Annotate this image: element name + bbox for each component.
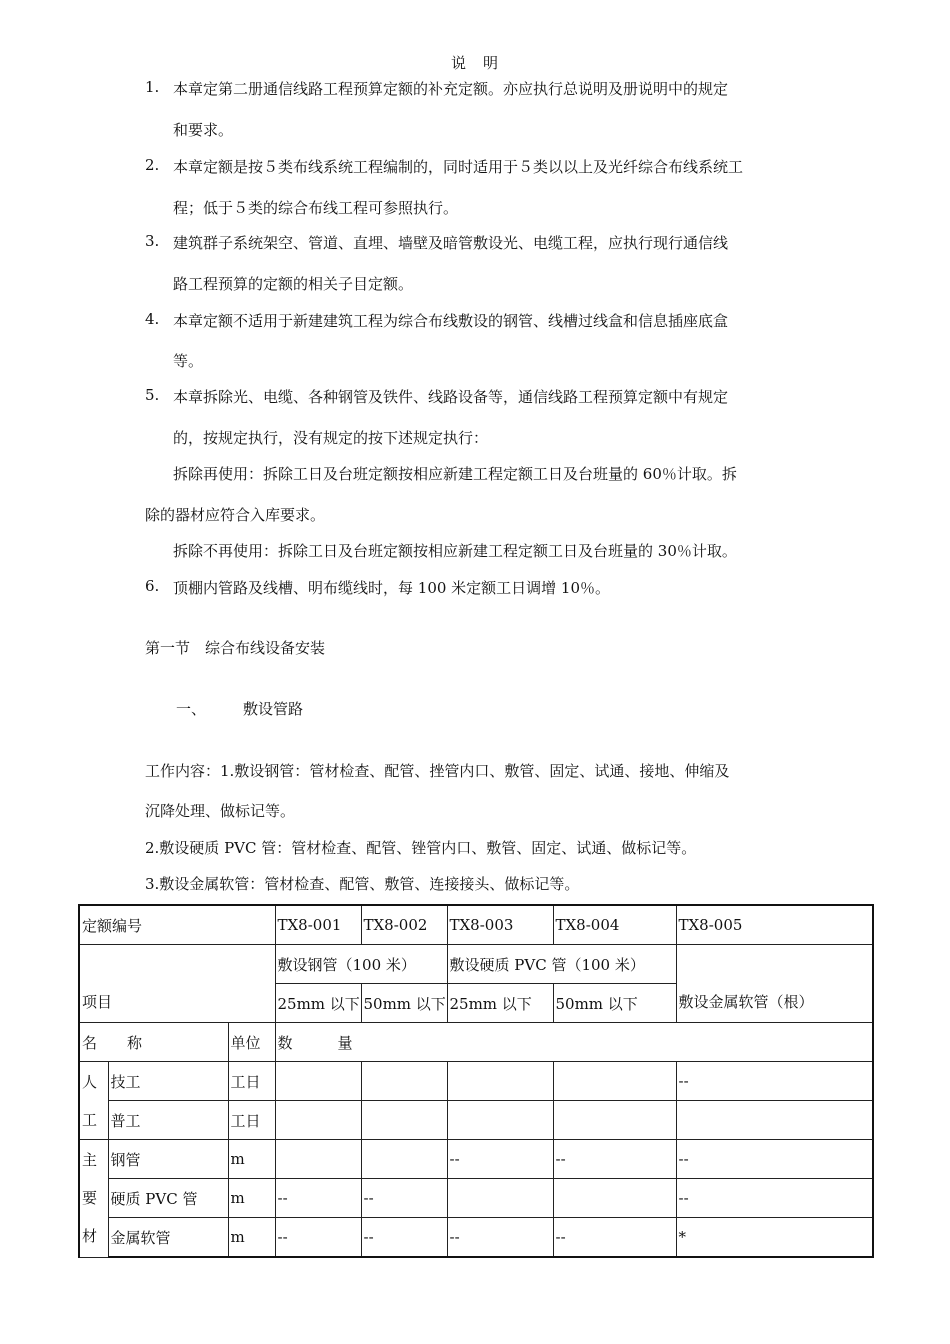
item-text-continued: 路工程预算的定额的相关子目定额。 — [173, 275, 414, 293]
item-number: 4. — [145, 310, 160, 328]
row-unit: 工日 — [228, 1062, 275, 1101]
page-title: 说 明 — [450, 54, 499, 72]
quantity-header: 数 量 — [275, 1023, 873, 1062]
section-heading: 第一节 综合布线设备安装 — [145, 639, 326, 657]
value-cell: -- — [676, 1179, 873, 1218]
flex-header: 敷设金属软管（根） — [676, 945, 873, 1023]
value-cell — [361, 1140, 447, 1179]
value-cell — [553, 1101, 676, 1140]
work-content-line-2: 沉降处理、做标记等。 — [145, 802, 296, 820]
item-number: 2. — [145, 156, 160, 174]
work-content-line-3: 2.敷设硬质 PVC 管：管材检查、配管、锉管内口、敷管、固定、试通、做标记等。 — [145, 839, 697, 857]
row-name: 硬质 PVC 管 — [108, 1179, 228, 1218]
unit-header: 单位 — [228, 1023, 275, 1062]
code-cell: TX8-002 — [361, 905, 447, 945]
value-cell: -- — [447, 1140, 553, 1179]
value-cell — [361, 1062, 447, 1101]
row-name: 技工 — [108, 1062, 228, 1101]
item-text-continued: 和要求。 — [173, 121, 234, 139]
value-cell: -- — [676, 1062, 873, 1101]
group-steel-header: 敷设钢管（100 米） — [275, 945, 447, 984]
value-cell: -- — [447, 1218, 553, 1258]
item-text: 顶棚内管路及线槽、明布缆线时，每 100 米定额工日调增 10％。 — [173, 579, 611, 597]
subsection-title: 敷设管路 — [243, 700, 304, 718]
value-cell: -- — [553, 1218, 676, 1258]
item-text: 本章拆除光、电缆、各种钢管及铁件、线路设备等，通信线路工程预算定额中有规定 — [173, 388, 729, 406]
item-text-continued: 等。 — [173, 352, 204, 370]
labor-category — [79, 1062, 108, 1140]
subsection-number: 一、 — [176, 700, 207, 718]
value-cell: -- — [275, 1179, 361, 1218]
material-category — [79, 1140, 108, 1258]
category-char: 主 — [82, 1151, 98, 1170]
size-header: 50mm 以下 — [553, 984, 676, 1023]
code-cell: TX8-004 — [553, 905, 676, 945]
row-unit: m — [228, 1179, 275, 1218]
size-header: 25mm 以下 — [275, 984, 361, 1023]
value-cell — [447, 1062, 553, 1101]
item-number: 3. — [145, 232, 160, 250]
value-cell — [447, 1179, 553, 1218]
size-header: 25mm 以下 — [447, 984, 553, 1023]
code-cell: TX8-005 — [676, 905, 873, 945]
value-cell: -- — [275, 1218, 361, 1258]
row-name: 钢管 — [108, 1140, 228, 1179]
item-text: 本章定额不适用于新建建筑工程为综合布线敷设的钢管、线槽过线盒和信息插座底盒 — [173, 312, 729, 330]
item-text-continued: 程；低于５类的综合布线工程可参照执行。 — [173, 199, 459, 217]
item-text: 建筑群子系统架空、管道、直埋、墙壁及暗管敷设光、电缆工程，应执行现行通信线 — [173, 234, 729, 252]
category-char: 工 — [82, 1110, 98, 1129]
value-cell — [676, 1101, 873, 1140]
row-unit: m — [228, 1218, 275, 1258]
value-cell — [361, 1101, 447, 1140]
category-char: 材 — [82, 1227, 98, 1246]
noreuse-paragraph: 拆除不再使用：拆除工日及台班定额按相应新建工程定额工日及台班量的 30％计取。 — [173, 542, 737, 560]
value-cell: * — [676, 1218, 873, 1258]
value-cell: -- — [361, 1218, 447, 1258]
row-name: 金属软管 — [108, 1218, 228, 1258]
item-text-continued: 的，按规定执行，没有规定的按下述规定执行： — [173, 429, 489, 447]
quota-table — [78, 904, 874, 1258]
reuse-paragraph: 拆除再使用：拆除工日及台班定额按相应新建工程定额工日及台班量的 60％计取。拆 — [173, 465, 737, 483]
group-pvc-header: 敷设硬质 PVC 管（100 米） — [447, 945, 676, 984]
reuse-paragraph-continued: 除的器材应符合入库要求。 — [145, 506, 326, 524]
item-text: 本章定第二册通信线路工程预算定额的补充定额。亦应执行总说明及册说明中的规定 — [173, 80, 729, 98]
row-unit: m — [228, 1140, 275, 1179]
value-cell: -- — [676, 1140, 873, 1179]
work-content-line-1: 工作内容：1.敷设钢管：管材检查、配管、挫管内口、敷管、固定、试通、接地、伸缩及 — [145, 762, 730, 780]
name-header: 名 称 — [79, 1023, 228, 1062]
code-cell: TX8-003 — [447, 905, 553, 945]
value-cell — [275, 1101, 361, 1140]
value-cell: -- — [361, 1179, 447, 1218]
size-header: 50mm 以下 — [361, 984, 447, 1023]
row-unit: 工日 — [228, 1101, 275, 1140]
item-number: 6. — [145, 577, 160, 595]
row-name: 普工 — [108, 1101, 228, 1140]
value-cell: -- — [553, 1140, 676, 1179]
work-content-line-4: 3.敷设金属软管：管材检查、配管、敷管、连接接头、做标记等。 — [145, 875, 580, 893]
value-cell — [553, 1062, 676, 1101]
item-number: 5. — [145, 386, 160, 404]
value-cell — [275, 1140, 361, 1179]
item-text: 本章定额是按５类布线系统工程编制的，同时适用于５类以以上及光纤综合布线系统工 — [173, 158, 744, 176]
category-char: 人 — [82, 1072, 98, 1091]
value-cell — [553, 1179, 676, 1218]
value-cell — [275, 1062, 361, 1101]
category-char: 要 — [82, 1189, 98, 1208]
item-label: 项目 — [79, 945, 275, 1023]
value-cell — [447, 1101, 553, 1140]
item-number: 1. — [145, 78, 160, 96]
code-label: 定额编号 — [79, 905, 275, 945]
code-cell: TX8-001 — [275, 905, 361, 945]
